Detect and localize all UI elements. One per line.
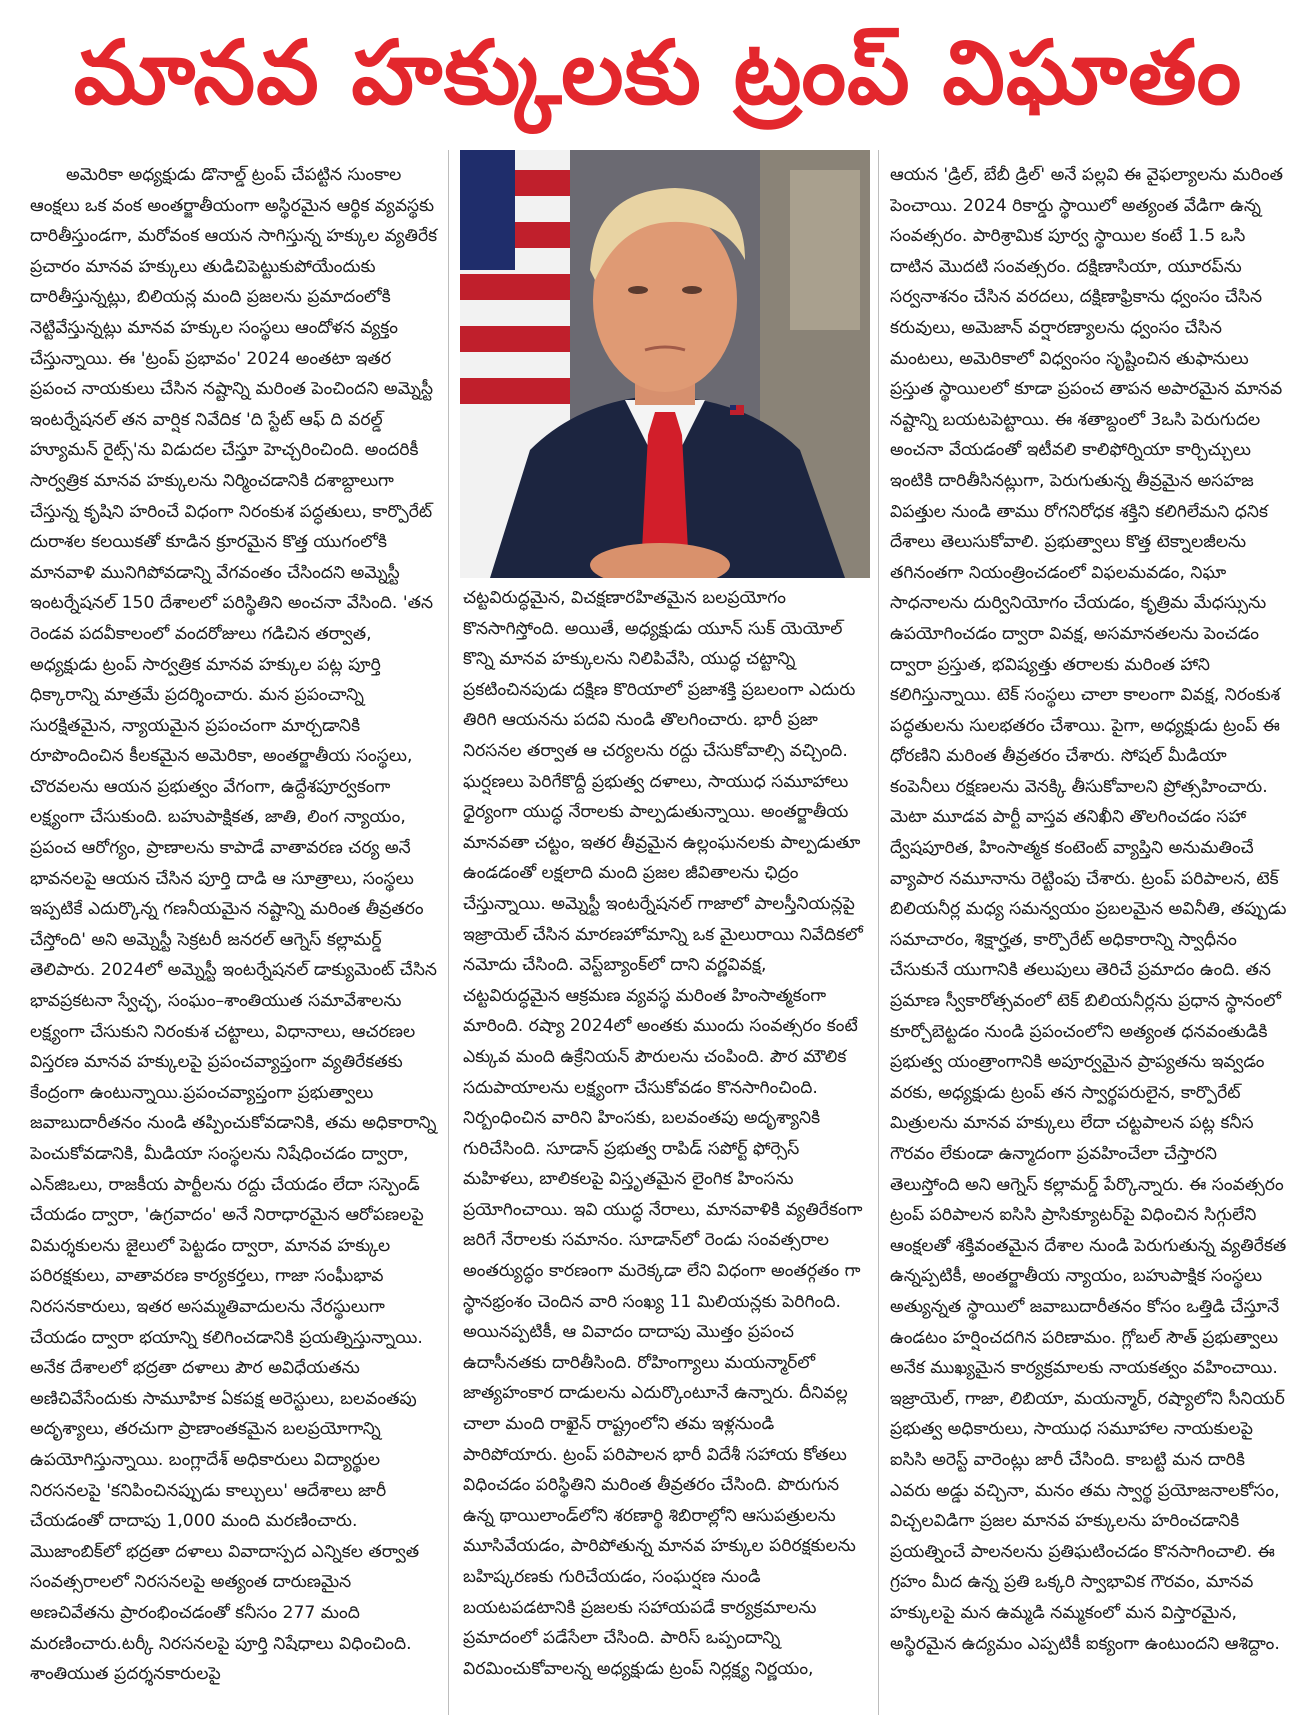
column-divider [448, 150, 449, 1715]
article-column-2 [463, 583, 868, 1715]
column-divider [878, 150, 879, 1715]
portrait-photo [460, 150, 870, 578]
article-paragraph: అమెరికా అధ్యక్షుడు డొనాల్డ్ ట్రంప్ చేపట్టిన సుంకాల ఆంక్షలు ఒక వంక అంతర్జాతీయంగా అస్థిరమైన ఆర్థిక వ్యవస్థకు దారితీస్తుండగా, మరోవంక ఆయన సాగిస్తున్న హక్కుల వ్యతిరేక ప్రచారం మానవ హక్కులు తుడిచిపెట్టుకుపోయేందుకు దారితీస్తున్నట్లు, బిలియన్ల మంది ప్రజలను ప్రమాదంలోకి నెట్టివేస్తున్నట్లు మానవ హక్కుల సంస్థలు ఆందోళన వ్యక్తం చేస్తున్నాయి. ఈ 'ట్రంప్ ప్రభావం' 2024 అంతటా ఇతర ప్రపంచ నాయకులు చేసిన నష్టాన్ని మరింత పెంచిందని అమ్నెస్టీ ఇంటర్నేషనల్ తన వార్షిక నివేదిక 'ది స్టేట్ ఆఫ్ ది వరల్డ్ హ్యూమన్ రైట్స్'ను విడుదల చేస్తూ హెచ్చరించింది. అందరికీ సార్వత్రిక మానవ హక్కులను నిర్మించడానికి దశాబ్దాలుగా చేస్తున్న కృషిని హరించే విధంగా నిరంకుశ పద్ధతులు, కార్పొరేట్ దురాశల కలయికతో కూడిన క్రూరమైన కొత్త యుగంలోకి మానవాళి మునిగిపోవడాన్ని వేగవంతం చేసిందని అమ్నెస్టీ ఇంటర్నేషనల్ 150 దేశాలలో పరిస్థితిని అంచనా వేసింది. 'తన రెండవ పదవీకాలంలో వందరోజులు గడిచిన తర్వాత, అధ్యక్షుడు ట్రంప్ సార్వత్రిక మానవ హక్కుల పట్ల పూర్తి ధిక్కారాన్ని మాత్రమే ప్రదర్శించారు. మన ప్రపంచాన్ని సురక్షితమైన, న్యాయమైన ప్రపంచంగా మార్చడానికి రూపొందించిన కీలకమైన అమెరికా, అంతర్జాతీయ సంస్థలు, చొరవలను ఆయన ప్రభుత్వం వేగంగా, ఉద్దేశపూర్వకంగా లక్ష్యంగా చేసుకుంది. బహుపాక్షికత, జాతి, లింగ న్యాయం, ప్రపంచ ఆరోగ్యం, ప్రాణాలను కాపాడే వాతావరణ చర్య అనే భావనలపై ఆయన చేసిన పూర్తి దాడి ఆ సూత్రాలు, సంస్థలు ఇప్పటికే ఎదుర్కొన్న గణనీయమైన నష్టాన్ని మరింత తీవ్రతరం చేస్తోంది' అని అమ్నెస్టీ సెక్రటరీ జనరల్ ఆగ్నెస్ కల్లామర్డ్ తెలిపారు. 2024లో అమ్నెస్టీ ఇంటర్నేషనల్ డాక్యుమెంట్ చేసిన భావప్రకటనా స్వేచ్ఛ, సంఘం–శాంతియుత సమావేశాలను లక్ష్యంగా చేసుకుని నిరంకుశ చట్టాలు, విధానాలు, ఆచరణల విస్తరణ మానవ హక్కులపై ప్రపంచవ్యాప్తంగా వ్యతిరేకతకు కేంద్రంగా ఉంటున్నాయి.ప్రపంచవ్యాప్తంగా ప్రభుత్వాలు జవాబుదారీతనం నుండి తప్పించుకోవడానికి, తమ అధికారాన్ని పెంచుకోవడానికి, మీడియా సంస్థలను నిషేధించడం ద్వారా, ఎన్‌జిఒలు, రాజకీయ పార్టీలను రద్దు చేయడం లేదా సస్పెండ్ చేయడం ద్వారా, 'ఉగ్రవాదం' అనే నిరాధారమైన ఆరోపణలపై విమర్శకులను జైలులో పెట్టడం ద్వారా, మానవ హక్కుల పరిరక్షకులు, వాతావరణ కార్యకర్తలు, గాజా సంఘీభావ నిరసనకారులు, ఇతర అసమ్మతివాదులను నేరస్థులుగా చేయడం ద్వారా భయాన్ని కలిగించడానికి ప్రయత్నిస్తున్నాయి. అనేక దేశాలలో భద్రతా దళాలు పౌర అవిధేయతను అణిచివేసేందుకు సామూహిక ఏకపక్ష అరెస్టులు, బలవంతపు అదృశ్యాలు, తరచుగా ప్రాణాంతకమైన బలప్రయోగాన్ని ఉపయోగిస్తున్నాయి. బంగ్లాదేశ్ అధికారులు విద్యార్థుల నిరసనలపై 'కనిపించినప్పుడు కాల్చులు' ఆదేశాలు జారీ చేయడంతో దాదాపు 1,000 మంది మరణించారు. మొజాంబిక్‌లో భద్రతా దళాలు వివాదాస్పద ఎన్నికల తర్వాత సంవత్సరాలలో నిరసనలపై అత్యంత దారుణమైన అణచివేతను ప్రారంభించడంతో కనీసం 277 మంది మరణించారు.టర్కీ నిరసనలపై పూర్తి నిషేధాలు విధించింది. శాంతియుత ప్రదర్శనకారులపై [30, 165, 438, 1685]
headline: మానవ హక్కులకు ట్రంప్ విఘాతం [73, 21, 1243, 124]
article-column-1 [30, 160, 440, 1715]
article-paragraph: ఆయన 'డ్రిల్, బేబీ డ్రిల్' అనే పల్లవి ఈ వైఫల్యాలను మరింత పెంచాయి. 2024 రికార్డు స్థాయిలో అత్యంత వేడిగా ఉన్న సంవత్సరం. పారిశ్రామిక పూర్వ స్థాయిల కంటే 1.5 ఒసి దాటిన మొదటి సంవత్సరం. దక్షిణాసియా, యూరప్‌ను సర్వనాశనం చేసిన వరదలు, దక్షిణాఫ్రికాను ధ్వంసం చేసిన కరువులు, అమెజాన్ వర్షారణ్యాలను ధ్వంసం చేసిన మంటలు, అమెరికాలో విధ్వంసం సృష్టించిన తుఫానులు ప్రస్తుత స్థాయిలలో కూడా ప్రపంచ తాపన అపారమైన మానవ నష్టాన్ని బయటపెట్టాయి. ఈ శతాబ్దంలో 3ఒసి పెరుగుదల అంచనా వేయడంతో ఇటీవలి కాలిఫోర్నియా కార్చిచ్చులు ఇంటికి దారితీసినట్లుగా, పెరుగుతున్న తీవ్రమైన అసహజ విపత్తుల నుండి తాము రోగనిరోధక శక్తిని కలిగిలేమని ధనిక దేశాలు తెలుసుకోవాలి. ప్రభుత్వాలు కొత్త టెక్నాలజీలను తగినంతగా నియంత్రించడంలో విఫలమవడం, నిఘా సాధనాలను దుర్వినియోగం చేయడం, కృత్రిమ మేధస్సును ఉపయోగించడం ద్వారా వివక్ష, అసమానతలను పెంచడం ద్వారా ప్రస్తుత, భవిష్యత్తు తరాలకు మరింత హాని కలిగిస్తున్నాయి. టెక్ సంస్థలు చాలా కాలంగా వివక్ష, నిరంకుశ పద్ధతులను సులభతరం చేశాయి. పైగా, అధ్యక్షుడు ట్రంప్ ఈ ధోరణిని మరింత తీవ్రతరం చేశారు. సోషల్ మీడియా కంపెనీలు రక్షణలను వెనక్కి తీసుకోవాలని ప్రోత్సహించారు. మెటా మూడవ పార్టీ వాస్తవ తనిఖీని తొలగించడం సహా ద్వేషపూరిత, హింసాత్మక కంటెంట్ వ్యాప్తిని అనుమతించే వ్యాపార నమూనాను రెట్టింపు చేశారు. ట్రంప్ పరిపాలన, టెక్ బిలియనీర్ల మధ్య సమన్వయం ప్రబలమైన అవినీతి, తప్పుడు సమాచారం, శిక్షార్హత, కార్పొరేట్ అధికారాన్ని స్వాధీనం చేసుకునే యుగానికి తలుపులు తెరిచే ప్రమాదం ఉంది. తన ప్రమాణ స్వీకారోత్సవంలో టెక్ బిలియనీర్లను ప్రధాన స్థానంలో కూర్చోబెట్టడం నుండి ప్రపంచంలోని అత్యంత ధనవంతుడికి ప్రభుత్వ యంత్రాంగానికి అపూర్వమైన ప్రాప్యతను ఇవ్వడం వరకు, అధ్యక్షుడు ట్రంప్ తన స్వార్థపరులైన, కార్పొరేట్ మిత్రులను మానవ హక్కులు లేదా చట్టపాలన పట్ల కనీస గౌరవం లేకుండా ఉన్మాదంగా ప్రవహించేలా చేస్తారని తెలుస్తోంది అని ఆగ్నెస్ కల్లామర్డ్ పేర్కొన్నారు. ఈ సంవత్సరం ట్రంప్ పరిపాలన ఐసిసి ప్రాసిక్యూటర్‌పై విధించిన సిగ్గులేని ఆంక్షలతో శక్తివంతమైన దేశాల నుండి పెరుగుతున్న వ్యతిరేకత ఉన్నప్పటికీ, అంతర్జాతీయ న్యాయం, బహుపాక్షిక సంస్థలు అత్యున్నత స్థాయిలో జవాబుదారీతనం కోసం ఒత్తిడి చేస్తూనే ఉండటం హర్షించదగిన పరిణామం. గ్లోబల్ సౌత్ ప్రభుత్వాలు అనేక ముఖ్యమైన కార్యక్రమాలకు నాయకత్వం వహించాయి. ఇజ్రాయెల్, గాజా, లిబియా, మయన్మార్, రష్యాలోని సీనియర్ ప్రభుత్వ అధికారులు, సాయుధ సమూహాల నాయకులపై ఐసిసి అరెస్ట్ వారెంట్లు జారీ చేసింది. కాబట్టి మన దారికి ఎవరు అడ్డు వచ్చినా, మనం తమ స్వార్థ ప్రయోజనాలకోసం, విచ్చలవిడిగా ప్రజల మానవ హక్కులను హరించడానికి ప్రయత్నించే పాలనలను ప్రతిఘటించడం కొనసాగించాలి. ఈ గ్రహం మీద ఉన్న ప్రతి ఒక్కరి స్వాభావిక గౌరవం, మానవ హక్కులపై మన ఉమ్మడి నమ్మకంలో మన విస్తారమైన, అస్థిరమైన ఉద్యమం ఎప్పటికీ ఐక్యంగా ఉంటుందని ఆశిద్దాం. [890, 165, 1287, 1654]
article-paragraph: చట్టవిరుద్ధమైన, విచక్షణారహితమైన బలప్రయోగం కొనసాగిస్తోంది. అయితే, అధ్యక్షుడు యూన్ సుక్ యెయోల్ కొన్ని మానవ హక్కులను నిలిపివేసి, యుద్ధ చట్టాన్ని ప్రకటించినపుడు దక్షిణ కొరియాలో ప్రజాశక్తి ప్రబలంగా ఎదురు తిరిగి ఆయనను పదవి నుండి తొలగించారు. భారీ ప్రజా నిరసనల తర్వాత ఆ చర్యలను రద్దు చేసుకోవాల్సి వచ్చింది. ఘర్షణలు పెరిగేకొద్దీ ప్రభుత్వ దళాలు, సాయుధ సమూహాలు ధైర్యంగా యుద్ధ నేరాలకు పాల్పడుతున్నాయి. అంతర్జాతీయ మానవతా చట్టం, ఇతర తీవ్రమైన ఉల్లంఘనలకు పాల్పడుతూ ఉండడంతో లక్షలాది మంది ప్రజల జీవితాలను ఛిద్రం చేస్తున్నాయి. అమ్నెస్టీ ఇంటర్నేషనల్ గాజాలో పాలస్తీనియన్లపై ఇజ్రాయెల్ చేసిన మారణహోమాన్ని ఒక మైలురాయి నివేదికలో నమోదు చేసింది. వెస్ట్‌బ్యాంక్‌లో దాని వర్ణవివక్ష, చట్టవిరుద్ధమైన ఆక్రమణ వ్యవస్థ మరింత హింసాత్మకంగా మారింది. రష్యా 2024లో అంతకు ముందు సంవత్సరం కంటే ఎక్కువ మంది ఉక్రేనియన్ పౌరులను చంపింది. పౌర మౌలిక సదుపాయాలను లక్ష్యంగా చేసుకోవడం కొనసాగించింది. నిర్బంధించిన వారిని హింసకు, బలవంతపు అదృశ్యానికి గురిచేసింది. సూడాన్ ప్రభుత్వ రాపిడ్ సపోర్ట్ ఫోర్సెస్ మహిళలు, బాలికలపై విస్తృతమైన లైంగిక హింసను ప్రయోగించాయి. ఇవి యుద్ధ నేరాలు, మానవాళికి వ్యతిరేకంగా జరిగే నేరాలకు సమానం. సూడాన్‌లో రెండు సంవత్సరాల అంతర్యుద్ధం కారణంగా మరెక్కడా లేని విధంగా అంతర్గతం గా స్థానభ్రంశం చెందిన వారి సంఖ్య 11 మిలియన్లకు పెరిగింది. అయినప్పటికీ, ఆ వివాదం దాదాపు మొత్తం ప్రపంచ ఉదాసీనతకు దారితీసింది. రోహింగ్యాలు మయన్మార్‌లో జాత్యహంకార దాడులను ఎదుర్కొంటూనే ఉన్నారు. దీనివల్ల చాలా మంది రాఖైన్ రాష్ట్రంలోని తమ ఇళ్లనుండి పారిపోయారు. ట్రంప్ పరిపాలన భారీ విదేశీ సహాయ కోతలు విధించడం పరిస్థితిని మరింత తీవ్రతరం చేసింది. పొరుగున ఉన్న థాయిలాండ్‌లోని శరణార్థి శిబిరాల్లోని ఆసుపత్రులను మూసివేయడం, పారిపోతున్న మానవ హక్కుల పరిరక్షకులను బహిష్కరణకు గురిచేయడం, సంఘర్షణ నుండి బయటపడటానికి ప్రజలకు సహాయపడే కార్యక్రమాలను ప్రమాదంలో పడేసేలా చేసింది. పారిస్ ఒప్పందాన్ని విరమించుకోవాలన్న అధ్యక్షుడు ట్రంప్ నిర్లక్ష్య నిర్ణయం, [463, 588, 863, 1679]
article-column-3 [890, 160, 1290, 1715]
